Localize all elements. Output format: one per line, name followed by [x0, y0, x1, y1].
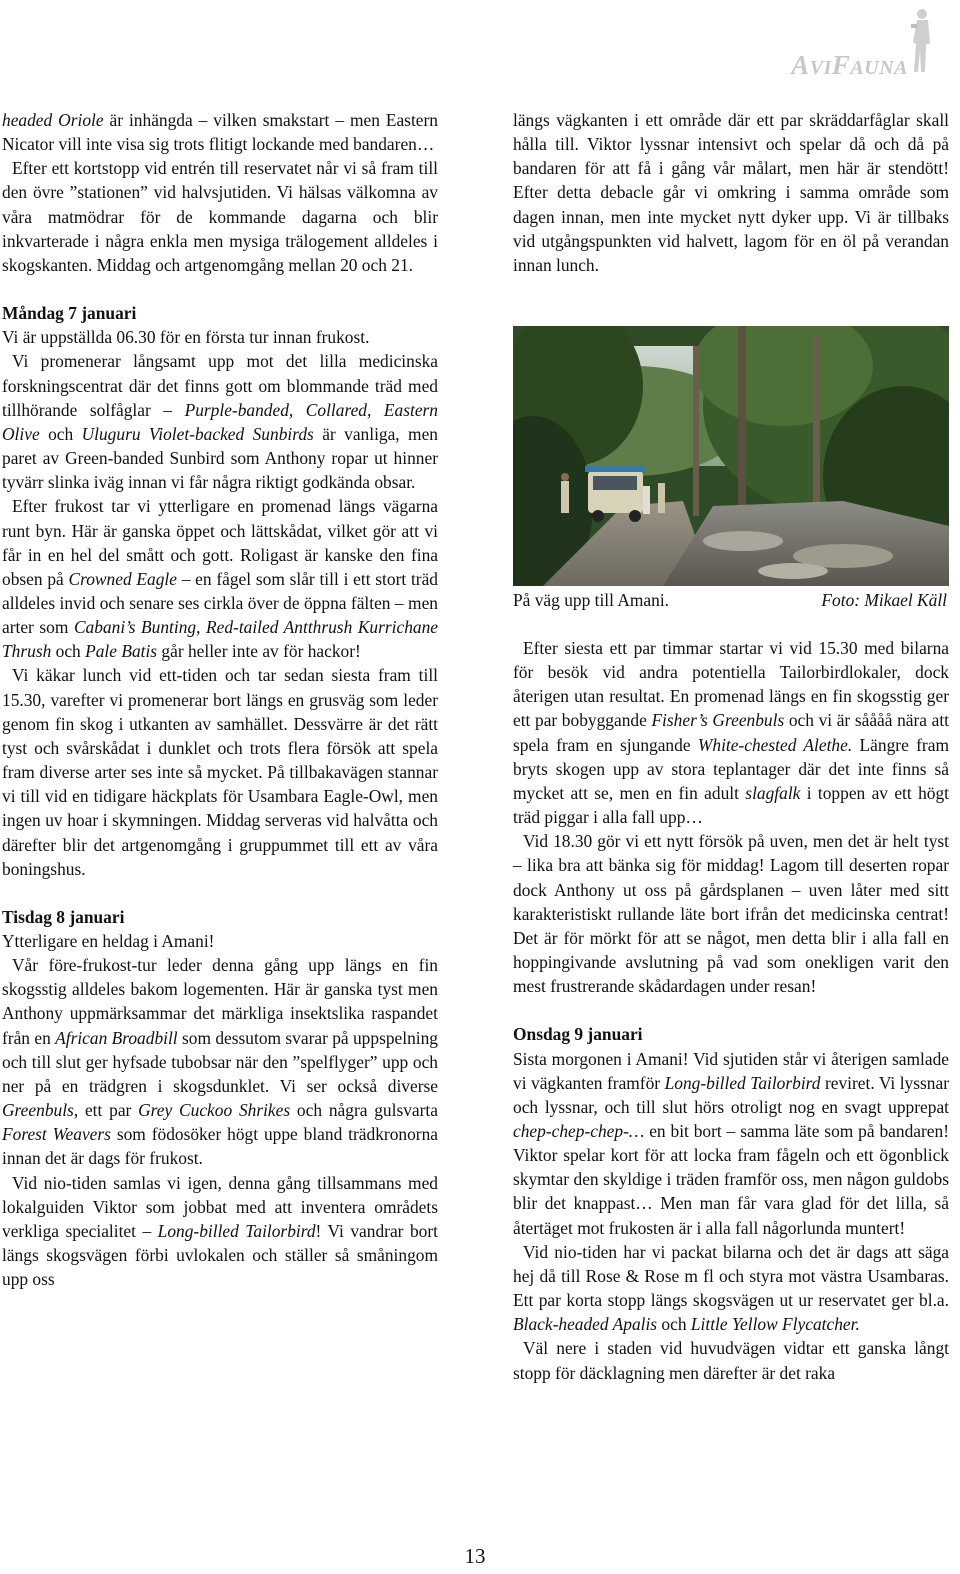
birdwatcher-figure-icon [908, 6, 932, 76]
page-number: 13 [464, 1544, 486, 1568]
photo-image [513, 326, 949, 586]
paragraph: Ytterligare en heldag i Amani! [2, 931, 215, 951]
paragraph: Vi käkar lunch vid ett-tiden och tar sedan siesta fram till 15.30, varefter vi promenerar bort längs en grusväg som leder genom fin skog i utkanten av samhället. Dessvärre är det rätt tyst och svårskådat i dunklet och trots flera försök att spela fram diverse arter ses inte så mycket. På tillbakavägen stannar vi till vid en tidigare häckplats för Usambara Eagle-Owl, men ingen uv hoar i skymningen. Middag serveras vid halvåtta och därefter blir det artgenomgång i gruppummet till ett av våra boningshus. [2, 665, 438, 879]
caption-text: På väg upp till Amani. [513, 590, 670, 610]
paragraph: längs vägkanten i ett område där ett par skräddarfåglar skall hålla till. Viktor lyssnar intensivt och spelar då och då på bandaren för att få i gång vår målart, men här är stendött! Efter detta debacle går vi omkring i samma område som dagen innan, men inte mycket nytt dyker upp. Vi är tillbaks vid utgångspunkten vid halvett, lagom för en öl på verandan innan lunch. [513, 110, 949, 275]
paragraph: Efter frukost tar vi ytterligare en promenad längs vägarna runt byn. Här är ganska öppet och lättskådat, vilket gör att vi får in en hel del smått och gott. Roligast är kanske den fina obsen på Crowned Eagle – en fågel som slår till i ett stort träd alldeles invid och senare ses cirkla över de öppna fälten – men arter som Cabani’s Bunting, Red-tailed Antthrush Kurrichane Thrush och Pale Batis går heller inte av för hackor! [2, 496, 439, 662]
paragraph: Sista morgonen i Amani! Vid sjutiden står vi återigen samlade vi vägkanten framför Long-billed Tailorbird reviret. Vi lyssnar och lyssnar, och till slut hörs otroligt nog en svagt upprepat chep-chep-chep-… en bit bort – samma läte som på bandaren! Viktor spelar kort för att locka fram fågeln och ett ögonblick skymtar den skyldige i träden framför oss, men någon guldobs blir det knappast… Men man får vara glad för det lilla, så återtäget mot frukosten är i alla fall någorlunda muntert! [513, 1048, 949, 1238]
paragraph: headed Oriole är inhängda – vilken smakstart – men Eastern Nicator vill inte visa sig trots flitigt lockande med bandaren… [2, 110, 438, 155]
paragraph: Vår före-frukost-tur leder denna gång upp längs en fin skogsstig alldeles bakom logementen. Här är ganska tyst men Anthony uppmärksammar det märkliga insektslika raspandet från en African Broadbill som dessutom svarar på uppspelning och till slut ger hyfsade tubobsar när den ”spelflyger” upp och ner på en trädgren i skogsdunklet. Vi ser också diverse Greenbuls, ett par Grey Cuckoo Shrikes och några gulsvarta Forest Weavers som födosöker högt uppe bland trädkronorna innan det är dags för frukost. [2, 955, 439, 1169]
heading-wednesday: Onsdag 9 januari [513, 1024, 643, 1045]
photo-caption [513, 588, 947, 612]
left-column [2, 108, 438, 1291]
paragraph: Efter ett kortstopp vid entrén till reservatet når vi så fram till den övre ”stationen” vid halvsjutiden. Vi hälsas välkomna av våra matmödrar för de kommande dagarna och blir inkvarterade i några enkla men mysiga trälogement alldeles i skogskanten. Middag och artgenomgång mellan 20 och 21. [2, 158, 438, 275]
paragraph: Vid nio-tiden har vi packat bilarna och det är dags att säga hej då till Rose & Rose m fl och styra mot västra Usambaras. Ett par korta stopp längs skogsvägen ut ur reservatet ger bl.a. Black-headed Apalis och Little Yellow Flycatcher. [513, 1241, 949, 1335]
paragraph: Vi är uppställda 06.30 för en första tur innan frukost. [2, 327, 370, 348]
heading-monday: Måndag 7 januari [2, 303, 137, 324]
avifauna-logo [746, 6, 946, 78]
forest-road-photo [513, 326, 949, 586]
paragraph: Vid nio-tiden samlas vi igen, denna gång tillsammans med lokalguiden Viktor som jobbat med att inventera områdets verkliga specialitet – Long-billed Tailorbird! Vi vandrar bort längs skogsvägen förbi uvlokalen och ställer så småningom upp oss [2, 1172, 438, 1290]
photo-credit: Foto: Mikael Käll [821, 590, 947, 610]
paragraph: Väl nere i staden vid huvudvägen vidtar ett ganska långt stopp för däcklagning men därefter är det raka [513, 1338, 949, 1383]
paragraph: Vid 18.30 gör vi ett nytt försök på uven, men det är helt tyst – lika bra att bänka sig för middag! Lagom till deserten ropar dock Anthony ut oss på gårdsplanen – uven låter med sitt karakteristiskt rullande läte bort ifrån det medicinska centrat! Det är för mörkt för att se något, men detta blir i alla fall en hoppingivande avslutning på vad som onekligen varit den mest frustrerande skådardagen under resan! [513, 831, 949, 997]
right-column-bottom [513, 636, 949, 1385]
paragraph: Vi promenerar långsamt upp mot det lilla medicinska forskningscentrat där det finns gott om blommande träd med tillhörande solfåglar – Purple-banded, Collared, Eastern Olive och Uluguru Violet-backed Sunbirds är vanliga, men paret av Green-banded Sunbird som Anthony ropar ut hinner tyvärr slinka iväg innan vi får några riktigt godkända obsar. [2, 351, 439, 493]
right-column-top [513, 108, 949, 277]
heading-tuesday: Tisdag 8 januari [2, 906, 125, 927]
paragraph: Efter siesta ett par timmar startar vi vid 15.30 med bilarna för besök vid andra potentiella Tailorbirdlokaler, dock återigen utan resultat. En promenad längs en fin skogsstig ger ett par bobyggande Fisher’s Greenbuls och vi är såååå nära att spela fram en sjungande White-chested Alethe. Längre fram bryts skogen upp av stora teplantager där det inte finns så mycket att se, men en fin adult slagfalk i toppen av ett högt träd piggar i alla fall upp… [513, 638, 950, 828]
logo-wordmark: AVIFAUNA [791, 50, 908, 80]
